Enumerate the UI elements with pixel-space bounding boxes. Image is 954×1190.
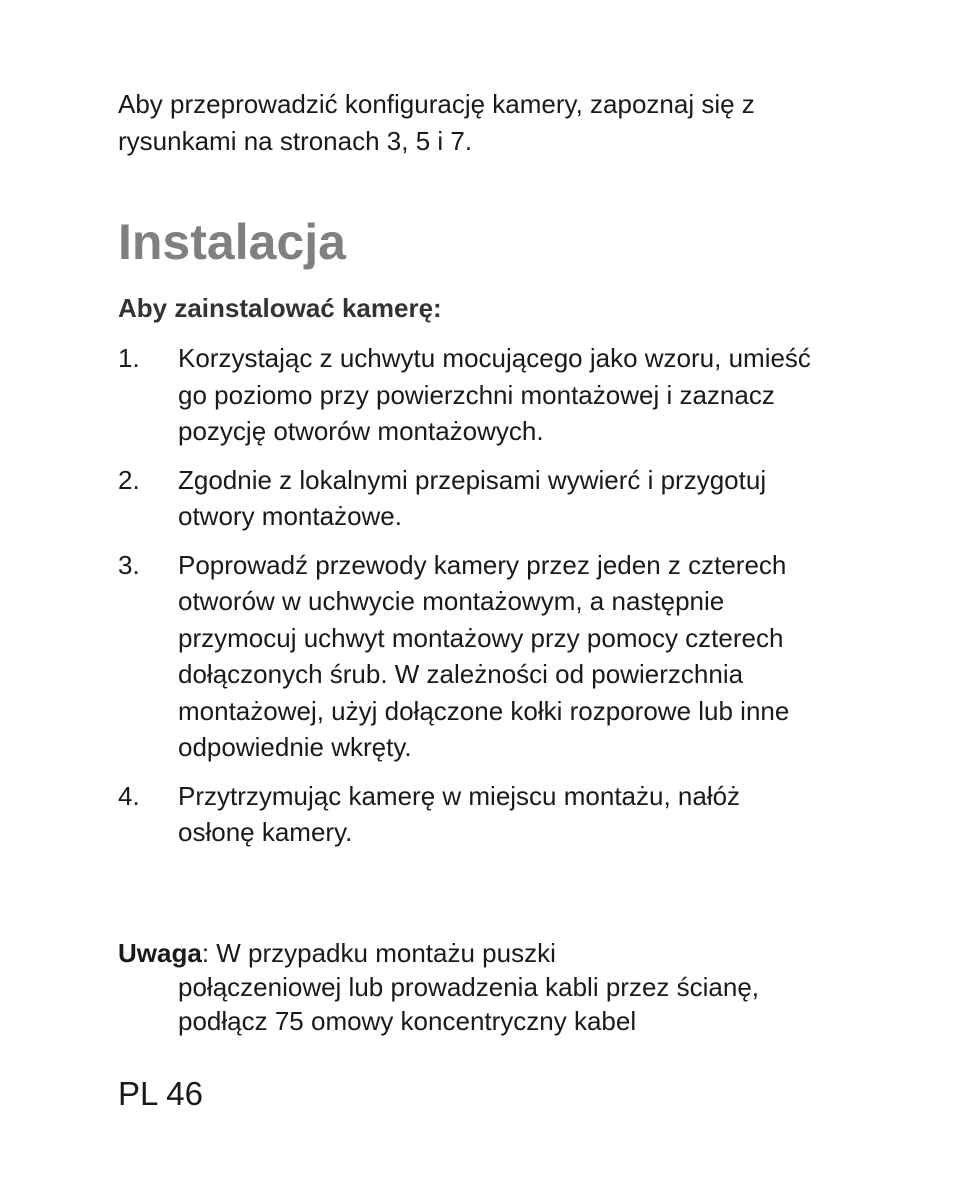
procedure-subheading: Aby zainstalować kamerę: — [118, 293, 442, 323]
note-continuation: połączeniowej lub prowadzenia kabli przez ścianę, podłącz 75 omowy koncentryczny kabel — [178, 972, 760, 1036]
list-item — [118, 462, 818, 535]
step-number: 1. — [118, 343, 140, 373]
installation-steps — [118, 340, 818, 863]
page-number: PL 46 — [118, 1075, 204, 1112]
step-number: 3. — [118, 549, 140, 580]
step-text: Zgodnie z lokalnymi przepisami wywierć i przygotuj otwory montażowe. — [178, 464, 767, 531]
list-item — [118, 547, 818, 766]
note-label: Uwaga — [118, 938, 202, 968]
step-text: Korzystając z uchwytu mocującego jako wzoru, umieść go poziomo przy powierzchni montażowej i zaznacz pozycję otworów montażowych. — [178, 343, 811, 446]
step-number: 4. — [118, 780, 140, 811]
list-item — [118, 340, 818, 450]
intro-paragraph: Aby przeprowadzić konfigurację kamery, zapoznaj się z rysunkami na stronach 3, 5 i 7. — [118, 89, 755, 156]
note-first-text: : W przypadku montażu puszki — [201, 938, 556, 968]
note-first-line — [118, 936, 818, 970]
page-content — [118, 86, 818, 1036]
list-item — [118, 778, 818, 851]
section-heading: Instalacja — [118, 214, 346, 270]
step-number: 2. — [118, 464, 140, 495]
note-paragraph — [118, 936, 818, 1038]
step-text: Przytrzymując kamerę w miejscu montażu, nałóż osłonę kamery. — [178, 780, 741, 847]
step-text: Poprowadź przewody kamery przez jeden z czterech otworów w uchwycie montażowym, a następnie przymocuj uchwyt montażowy przy pomocy czterech dołączonych śrub. W zależności od powierzchnia montażowej, użyj dołączone kołki rozporowe lub inne odpowiednie wkręty. — [178, 549, 790, 762]
